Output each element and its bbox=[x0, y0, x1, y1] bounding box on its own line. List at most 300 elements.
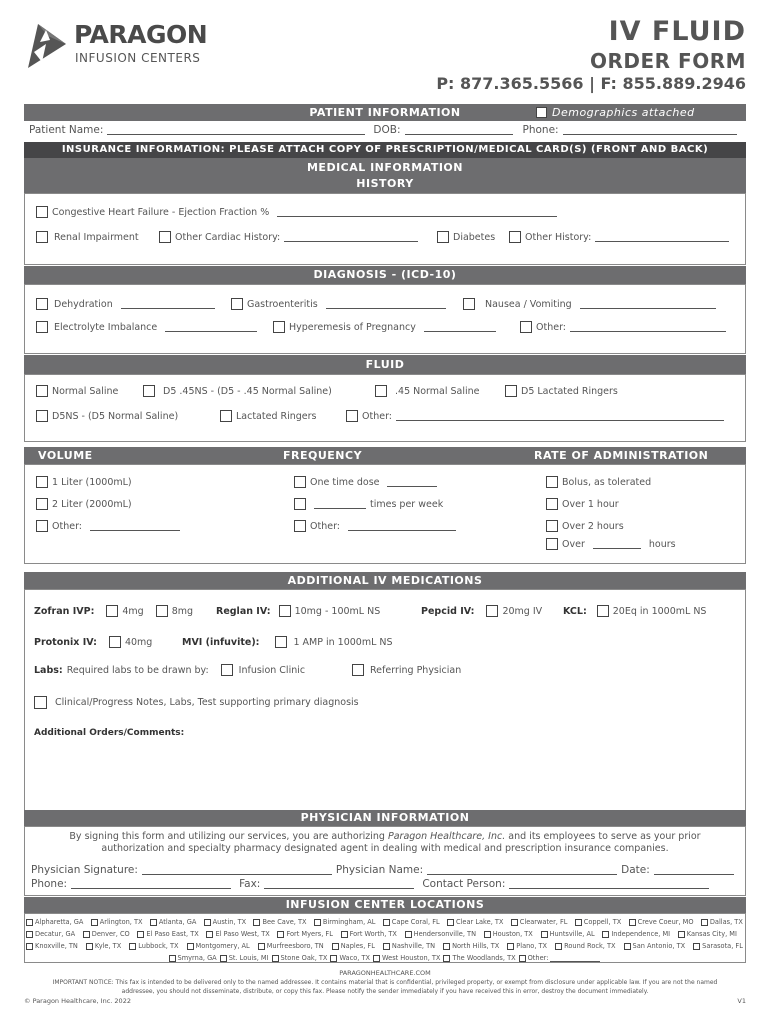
location-checkbox[interactable] bbox=[26, 943, 33, 950]
location-item bbox=[602, 928, 670, 940]
labs-label: Labs: bbox=[34, 664, 63, 676]
zofran-row bbox=[34, 605, 193, 617]
location-label: Round Rock, TX bbox=[564, 942, 616, 950]
location-item bbox=[555, 940, 615, 952]
mvi-checkbox[interactable] bbox=[275, 636, 287, 648]
fax-field[interactable] bbox=[264, 879, 414, 889]
location-item bbox=[383, 916, 440, 928]
location-label: Hendersonville, TN bbox=[413, 930, 477, 938]
rate-over-checkbox[interactable] bbox=[546, 538, 558, 550]
rate-1hr-checkbox[interactable] bbox=[546, 498, 558, 510]
protonix-checkbox[interactable] bbox=[109, 636, 121, 648]
d5-lr-row bbox=[505, 385, 618, 397]
zofran-4mg-label: 4mg bbox=[122, 605, 144, 617]
diagnosis-other-row bbox=[520, 321, 726, 333]
location-item bbox=[629, 916, 694, 928]
location-item bbox=[150, 916, 196, 928]
location-checkbox[interactable] bbox=[332, 943, 339, 950]
reglan-checkbox[interactable] bbox=[279, 605, 291, 617]
rate-1hr-row bbox=[546, 498, 619, 510]
labs-text: Required labs to be drawn by: bbox=[66, 664, 209, 676]
meds-heading: ADDITIONAL IV MEDICATIONS bbox=[24, 572, 746, 589]
rate-2hr-checkbox[interactable] bbox=[546, 520, 558, 532]
electrolyte-row bbox=[36, 321, 257, 333]
location-checkbox[interactable] bbox=[701, 919, 708, 926]
location-item bbox=[484, 928, 533, 940]
physician-phone-label: Phone: bbox=[31, 878, 68, 890]
vfr-bar bbox=[24, 447, 746, 464]
location-checkbox[interactable] bbox=[204, 919, 211, 926]
nausea-label: Nausea / Vomiting bbox=[485, 298, 572, 310]
zofran-4mg-checkbox[interactable] bbox=[106, 605, 118, 617]
copyright: © Paragon Healthcare, Inc. 2022 bbox=[24, 997, 131, 1005]
electrolyte-checkbox[interactable] bbox=[36, 321, 48, 333]
location-checkbox[interactable] bbox=[169, 955, 176, 962]
freq-times-checkbox[interactable] bbox=[294, 498, 306, 510]
location-checkbox[interactable] bbox=[330, 955, 337, 962]
location-checkbox[interactable] bbox=[575, 919, 582, 926]
infusion-clinic-checkbox[interactable] bbox=[221, 664, 233, 676]
referring-label: Referring Physician bbox=[370, 664, 462, 676]
freq-other-row bbox=[294, 520, 456, 532]
location-checkbox[interactable] bbox=[383, 943, 390, 950]
paragon-logo-icon bbox=[24, 22, 70, 70]
location-item bbox=[341, 928, 397, 940]
renal-label: Renal Impairment bbox=[54, 231, 139, 243]
patient-info-heading: PATIENT INFORMATION bbox=[309, 106, 461, 119]
history-box bbox=[24, 193, 746, 265]
other-history-label: Other History: bbox=[525, 231, 592, 243]
patient-name-field[interactable] bbox=[107, 125, 365, 135]
location-item bbox=[86, 940, 121, 952]
other-history-field[interactable] bbox=[595, 232, 729, 242]
hyperemesis-field[interactable] bbox=[424, 322, 496, 332]
location-checkbox[interactable] bbox=[137, 931, 144, 938]
auth-text-2: and its employees to serve as your prior bbox=[508, 831, 701, 842]
location-checkbox[interactable] bbox=[150, 919, 157, 926]
footer-website: PARAGONHEALTHCARE.COM bbox=[339, 969, 431, 977]
medical-info-heading: MEDICAL INFORMATION bbox=[306, 161, 463, 174]
demographics-checkbox[interactable] bbox=[536, 107, 547, 118]
location-item bbox=[693, 940, 743, 952]
volume-2l-label: 2 Liter (2000mL) bbox=[52, 498, 132, 510]
fax-label: Fax: bbox=[239, 878, 261, 890]
signature-field[interactable] bbox=[142, 865, 332, 875]
diabetes-checkbox[interactable] bbox=[437, 231, 449, 243]
location-checkbox[interactable] bbox=[26, 919, 33, 926]
location-label: Houston, TX bbox=[492, 930, 533, 938]
nausea-checkbox[interactable] bbox=[463, 298, 475, 310]
rate-hours-label: hours bbox=[648, 538, 676, 550]
location-checkbox[interactable] bbox=[272, 955, 279, 962]
rate-1hr-label: Over 1 hour bbox=[562, 498, 619, 510]
location-checkbox[interactable] bbox=[624, 943, 631, 950]
volume-heading: VOLUME bbox=[38, 449, 93, 462]
volume-1l-checkbox[interactable] bbox=[36, 476, 48, 488]
zofran-label: Zofran IVP: bbox=[34, 605, 95, 617]
patient-fields-row bbox=[29, 124, 737, 136]
location-item bbox=[129, 940, 178, 952]
normal-saline-label: Normal Saline bbox=[52, 385, 119, 397]
locations-row-1 bbox=[26, 916, 746, 928]
ns45-checkbox[interactable] bbox=[375, 385, 387, 397]
location-item bbox=[443, 940, 499, 952]
rate-bolus-checkbox[interactable] bbox=[546, 476, 558, 488]
cardiac-field[interactable] bbox=[284, 232, 418, 242]
location-item bbox=[91, 916, 143, 928]
freq-other-checkbox[interactable] bbox=[294, 520, 306, 532]
cardiac-label: Other Cardiac History: bbox=[175, 231, 281, 243]
chf-row bbox=[36, 206, 557, 218]
location-checkbox[interactable] bbox=[484, 931, 491, 938]
notes-checkbox[interactable] bbox=[34, 696, 47, 709]
location-label: Creve Coeur, MO bbox=[637, 918, 694, 926]
medical-info-bar bbox=[24, 158, 746, 193]
location-item bbox=[541, 928, 595, 940]
location-checkbox[interactable] bbox=[129, 943, 136, 950]
location-item bbox=[253, 916, 306, 928]
location-checkbox[interactable] bbox=[258, 943, 265, 950]
fluid-other-field[interactable] bbox=[396, 411, 724, 421]
chf-label: Congestive Heart Failure - Ejection Fraction % bbox=[52, 206, 270, 218]
location-checkbox[interactable] bbox=[555, 943, 562, 950]
location-item bbox=[26, 940, 78, 952]
dehydration-checkbox[interactable] bbox=[36, 298, 48, 310]
lr-checkbox[interactable] bbox=[220, 410, 232, 422]
location-label: El Paso West, TX bbox=[215, 930, 270, 938]
insurance-bar: INSURANCE INFORMATION: PLEASE ATTACH COPY OF PRESCRIPTION/MEDICAL CARD(S) (FRONT AND BACK) bbox=[24, 142, 746, 158]
location-item bbox=[447, 916, 503, 928]
footer-notice bbox=[20, 978, 750, 996]
referring-checkbox[interactable] bbox=[352, 664, 364, 676]
gastro-row bbox=[231, 298, 446, 310]
frequency-heading: FREQUENCY bbox=[283, 449, 363, 462]
location-item bbox=[206, 928, 269, 940]
pepcid-label: Pepcid IV: bbox=[421, 605, 475, 617]
contact-numbers: P: 877.365.5566 | F: 855.889.2946 bbox=[436, 74, 746, 93]
location-item bbox=[575, 916, 621, 928]
location-checkbox[interactable] bbox=[443, 943, 450, 950]
rate-bolus-label: Bolus, as tolerated bbox=[562, 476, 652, 488]
location-item bbox=[330, 952, 370, 964]
rate-2hr-label: Over 2 hours bbox=[562, 520, 624, 532]
brand-subtitle: INFUSION CENTERS bbox=[75, 51, 201, 65]
gastro-label: Gastroenteritis bbox=[247, 298, 318, 310]
hyperemesis-label: Hyperemesis of Pregnancy bbox=[289, 321, 416, 333]
location-label: Dallas, TX bbox=[709, 918, 743, 926]
location-label: Cape Coral, FL bbox=[391, 918, 440, 926]
location-item bbox=[83, 928, 130, 940]
location-checkbox[interactable] bbox=[507, 943, 514, 950]
location-label: San Antonio, TX bbox=[632, 942, 686, 950]
date-field[interactable] bbox=[654, 865, 734, 875]
dehydration-label: Dehydration bbox=[54, 298, 113, 310]
kcl-checkbox[interactable] bbox=[597, 605, 609, 617]
diabetes-row bbox=[437, 231, 495, 243]
location-checkbox[interactable] bbox=[220, 955, 227, 962]
location-checkbox[interactable] bbox=[678, 931, 685, 938]
contact-label: Contact Person: bbox=[422, 878, 506, 890]
location-label: Naples, FL bbox=[340, 942, 375, 950]
diabetes-label: Diabetes bbox=[453, 231, 496, 243]
location-label: Fort Worth, TX bbox=[349, 930, 397, 938]
location-checkbox[interactable] bbox=[277, 931, 284, 938]
auth-company: Paragon Healthcare, Inc. bbox=[387, 831, 506, 842]
location-other-field[interactable] bbox=[550, 955, 600, 962]
location-item bbox=[169, 952, 217, 964]
cardiac-row bbox=[159, 231, 418, 243]
location-label: Alpharetta, GA bbox=[35, 918, 84, 926]
freq-once-checkbox[interactable] bbox=[294, 476, 306, 488]
volume-other-field[interactable] bbox=[90, 521, 180, 531]
reglan-label: Reglan IV: bbox=[216, 605, 271, 617]
location-label: Huntsville, AL bbox=[549, 930, 595, 938]
location-checkbox[interactable] bbox=[602, 931, 609, 938]
location-label: Knoxville, TN bbox=[35, 942, 78, 950]
form-title: IV FLUID bbox=[608, 16, 746, 47]
pepcid-checkbox[interactable] bbox=[486, 605, 498, 617]
cardiac-checkbox[interactable] bbox=[159, 231, 171, 243]
mvi-row bbox=[182, 636, 393, 648]
pepcid-dose-label: 20mg IV bbox=[502, 605, 543, 617]
form-subtitle: ORDER FORM bbox=[590, 49, 746, 73]
location-checkbox[interactable] bbox=[541, 931, 548, 938]
location-checkbox[interactable] bbox=[341, 931, 348, 938]
notes-label: Clinical/Progress Notes, Labs, Test supporting primary diagnosis bbox=[55, 697, 359, 708]
physician-phone-field[interactable] bbox=[71, 879, 231, 889]
date-label: Date: bbox=[621, 864, 650, 876]
fluid-heading: FLUID bbox=[24, 355, 746, 374]
d5ns-checkbox[interactable] bbox=[36, 410, 48, 422]
d5-45ns-label: D5 .45NS - (D5 - .45 Normal Saline) bbox=[163, 385, 332, 397]
protonix-label: Protonix IV: bbox=[34, 636, 97, 648]
fluid-other-checkbox[interactable] bbox=[346, 410, 358, 422]
location-item bbox=[383, 940, 435, 952]
diagnosis-other-label: Other: bbox=[536, 321, 567, 333]
protonix-dose-label: 40mg bbox=[124, 636, 153, 648]
ejection-fraction-field[interactable] bbox=[277, 207, 557, 217]
volume-2l-row bbox=[36, 498, 132, 510]
location-checkbox[interactable] bbox=[253, 919, 260, 926]
location-label: Fort Myers, FL bbox=[286, 930, 333, 938]
signature-label: Physician Signature: bbox=[31, 864, 138, 876]
location-label: Kansas City, MI bbox=[686, 930, 737, 938]
location-checkbox[interactable] bbox=[373, 955, 380, 962]
d5-lr-checkbox[interactable] bbox=[505, 385, 517, 397]
rate-heading: RATE OF ADMINISTRATION bbox=[534, 449, 709, 462]
electrolyte-field[interactable] bbox=[165, 322, 257, 332]
location-label: West Houston, TX bbox=[382, 954, 441, 962]
phone-fax-row bbox=[31, 878, 709, 890]
location-label: Smyrna, GA bbox=[177, 954, 217, 962]
location-checkbox[interactable] bbox=[443, 955, 450, 962]
location-checkbox[interactable] bbox=[511, 919, 518, 926]
freq-times-field[interactable] bbox=[314, 499, 366, 509]
location-label: Clearwater, FL bbox=[519, 918, 568, 926]
location-label: Austin, TX bbox=[212, 918, 247, 926]
pepcid-row bbox=[421, 605, 542, 617]
freq-other-field[interactable] bbox=[348, 521, 456, 531]
zofran-8mg-checkbox[interactable] bbox=[156, 605, 168, 617]
location-item bbox=[272, 952, 328, 964]
dob-field[interactable] bbox=[405, 125, 513, 135]
location-item bbox=[314, 916, 376, 928]
d5-lr-label: D5 Lactated Ringers bbox=[521, 385, 618, 397]
kcl-dose-label: 20Eq in 1000mL NS bbox=[612, 605, 707, 617]
location-label: St. Louis, MI bbox=[228, 954, 269, 962]
kcl-row bbox=[563, 605, 706, 617]
physician-name-field[interactable] bbox=[427, 865, 617, 875]
location-label: Birmingham, AL bbox=[322, 918, 376, 926]
location-checkbox[interactable] bbox=[383, 919, 390, 926]
location-label: Arlington, TX bbox=[99, 918, 143, 926]
volume-1l-row bbox=[36, 476, 132, 488]
additional-orders-area[interactable] bbox=[30, 742, 740, 806]
dob-label: DOB: bbox=[373, 124, 401, 136]
location-checkbox[interactable] bbox=[519, 955, 526, 962]
patient-name-label: Patient Name: bbox=[29, 124, 104, 136]
gastro-field[interactable] bbox=[326, 299, 446, 309]
location-item bbox=[373, 952, 440, 964]
brand-name: PARAGON bbox=[74, 20, 208, 49]
locations-heading: INFUSION CENTER LOCATIONS bbox=[24, 897, 746, 913]
notice-line-2: addressee, you should not disseminate, distribute, or copy this fax. Please notify the sender immediately if you have received this in error, destroy the document immediately. bbox=[121, 988, 649, 995]
physician-name-label: Physician Name: bbox=[335, 864, 424, 876]
auth-text-1: By signing this form and utilizing our services, you are authorizing bbox=[69, 831, 385, 842]
rate-bolus-row bbox=[546, 476, 651, 488]
location-label: Lubbock, TX bbox=[138, 942, 179, 950]
location-checkbox[interactable] bbox=[86, 943, 93, 950]
authorization-text bbox=[30, 831, 740, 855]
version: V1 bbox=[737, 997, 746, 1005]
location-item bbox=[204, 916, 246, 928]
notes-row bbox=[34, 696, 359, 709]
location-label: Stone Oak, TX bbox=[280, 954, 328, 962]
location-label: Denver, CO bbox=[91, 930, 130, 938]
protonix-row bbox=[34, 636, 152, 648]
other-history-row bbox=[509, 231, 729, 243]
volume-other-row bbox=[36, 520, 180, 532]
location-item bbox=[332, 940, 375, 952]
gastro-checkbox[interactable] bbox=[231, 298, 243, 310]
lr-label: Lactated Ringers bbox=[236, 410, 317, 422]
lr-row bbox=[220, 410, 317, 422]
diagnosis-other-checkbox[interactable] bbox=[520, 321, 532, 333]
location-checkbox[interactable] bbox=[91, 919, 98, 926]
location-item bbox=[678, 928, 737, 940]
location-item bbox=[26, 916, 83, 928]
freq-times-row bbox=[294, 498, 443, 510]
zofran-8mg-label: 8mg bbox=[171, 605, 194, 617]
location-item bbox=[258, 940, 324, 952]
location-label: Plano, TX bbox=[516, 942, 548, 950]
reglan-row bbox=[216, 605, 380, 617]
location-checkbox[interactable] bbox=[693, 943, 700, 950]
locations-row-2 bbox=[26, 928, 746, 940]
location-checkbox[interactable] bbox=[206, 931, 213, 938]
fluid-other-label: Other: bbox=[362, 410, 393, 422]
hyperemesis-checkbox[interactable] bbox=[273, 321, 285, 333]
signature-row bbox=[31, 864, 734, 876]
normal-saline-checkbox[interactable] bbox=[36, 385, 48, 397]
dehydration-field[interactable] bbox=[121, 299, 215, 309]
d5ns-label: D5NS - (D5 Normal Saline) bbox=[52, 410, 179, 422]
location-item bbox=[443, 952, 515, 964]
diagnosis-other-field[interactable] bbox=[570, 322, 726, 332]
location-checkbox[interactable] bbox=[447, 919, 454, 926]
normal-saline-row bbox=[36, 385, 118, 397]
locations-row-4 bbox=[26, 952, 746, 964]
demographics-label: Demographics attached bbox=[552, 106, 695, 119]
location-checkbox[interactable] bbox=[187, 943, 194, 950]
location-checkbox[interactable] bbox=[314, 919, 321, 926]
location-label: Atlanta, GA bbox=[158, 918, 197, 926]
referring-row bbox=[352, 664, 461, 676]
diagnosis-heading: DIAGNOSIS - (ICD-10) bbox=[24, 266, 746, 284]
location-label: Nashville, TN bbox=[391, 942, 436, 950]
auth-text-3: authorization and specialty pharmacy designated agent in dealing with medical and prescription insurance companies. bbox=[101, 843, 669, 854]
dehydration-row bbox=[36, 298, 215, 310]
phone-field[interactable] bbox=[563, 125, 737, 135]
reglan-dose-label: 10mg - 100mL NS bbox=[294, 605, 381, 617]
d5-45ns-checkbox[interactable] bbox=[143, 385, 155, 397]
chf-checkbox[interactable] bbox=[36, 206, 48, 218]
physician-heading: PHYSICIAN INFORMATION bbox=[24, 810, 746, 826]
additional-orders bbox=[34, 728, 184, 738]
contact-field[interactable] bbox=[509, 879, 709, 889]
location-item bbox=[624, 940, 686, 952]
location-item bbox=[26, 928, 75, 940]
diagnosis-box bbox=[24, 284, 746, 354]
other-history-checkbox[interactable] bbox=[509, 231, 521, 243]
kcl-label: KCL: bbox=[563, 605, 587, 617]
location-item bbox=[701, 916, 743, 928]
freq-once-field[interactable] bbox=[387, 477, 437, 487]
location-label: Sarasota, FL bbox=[702, 942, 743, 950]
location-item bbox=[405, 928, 476, 940]
location-label: Decatur, GA bbox=[35, 930, 76, 938]
location-label: Independence, MI bbox=[611, 930, 671, 938]
nausea-field[interactable] bbox=[580, 299, 716, 309]
notice-line-1: IMPORTANT NOTICE: This fax is intended to be delivered only to the named addressee. It contains material that is confidential, privileged property, or exempt from disclosure under applicable law. If you are not the named bbox=[52, 979, 718, 986]
location-item bbox=[511, 916, 568, 928]
location-label: Clear Lake, TX bbox=[456, 918, 504, 926]
freq-once-row bbox=[294, 476, 437, 488]
rate-over-row bbox=[546, 538, 676, 550]
ns45-label: .45 Normal Saline bbox=[395, 385, 480, 397]
location-checkbox[interactable] bbox=[629, 919, 636, 926]
location-label: Bee Cave, TX bbox=[262, 918, 307, 926]
rate-over-field[interactable] bbox=[593, 539, 641, 549]
location-checkbox[interactable] bbox=[405, 931, 412, 938]
location-checkbox[interactable] bbox=[26, 931, 33, 938]
rate-2hr-row bbox=[546, 520, 624, 532]
volume-other-checkbox[interactable] bbox=[36, 520, 48, 532]
fluid-other-row bbox=[346, 410, 724, 422]
location-item bbox=[277, 928, 332, 940]
labs-row bbox=[34, 664, 305, 676]
location-item bbox=[137, 928, 198, 940]
renal-checkbox[interactable] bbox=[36, 231, 48, 243]
locations-grid bbox=[26, 916, 746, 964]
location-checkbox[interactable] bbox=[83, 931, 90, 938]
location-label: The Woodlands, TX bbox=[452, 954, 516, 962]
location-item bbox=[187, 940, 250, 952]
location-label: Coppell, TX bbox=[583, 918, 622, 926]
volume-2l-checkbox[interactable] bbox=[36, 498, 48, 510]
d5-45ns-row bbox=[143, 385, 332, 397]
infusion-clinic-label: Infusion Clinic bbox=[238, 664, 306, 676]
